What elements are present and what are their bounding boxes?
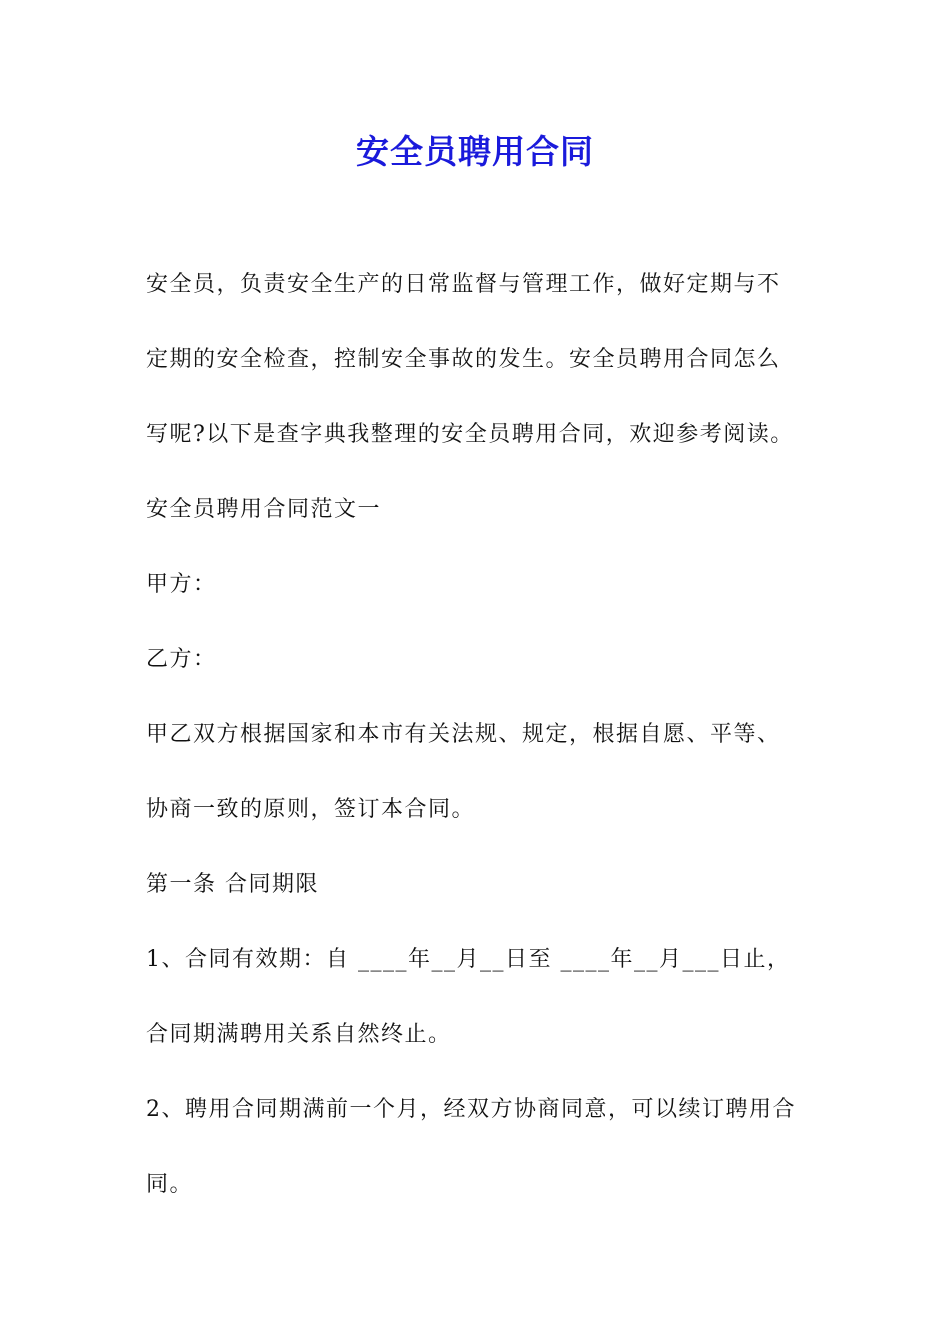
document-title: 安全员聘用合同: [356, 132, 594, 171]
article-one-heading: 第一条 合同期限: [146, 872, 319, 897]
clause-1-line-1: 1、合同有效期：自 ____年__月__日至 ____年__月___日止，: [146, 947, 791, 972]
paragraph-intro-line-1: 安全员，负责安全生产的日常监督与管理工作，做好定期与不: [146, 272, 781, 297]
clause-2-line-1: 2、聘用合同期满前一个月，经双方协商同意，可以续订聘用合: [146, 1097, 796, 1122]
party-a-label: 甲方：: [146, 572, 217, 597]
paragraph-agreement-line-2: 协商一致的原则，签订本合同。: [146, 797, 476, 822]
paragraph-intro-line-3: 写呢?以下是查字典我整理的安全员聘用合同，欢迎参考阅读。: [146, 422, 794, 447]
clause-2-line-2: 同。: [146, 1172, 194, 1197]
party-b-label: 乙方：: [146, 647, 217, 672]
paragraph-intro-line-2: 定期的安全检查，控制安全事故的发生。安全员聘用合同怎么: [146, 347, 781, 372]
paragraph-agreement-line-1: 甲乙双方根据国家和本市有关法规、规定，根据自愿、平等、: [146, 722, 781, 747]
section-heading-sample-one: 安全员聘用合同范文一: [146, 497, 382, 522]
clause-1-line-2: 合同期满聘用关系自然终止。: [146, 1022, 452, 1047]
